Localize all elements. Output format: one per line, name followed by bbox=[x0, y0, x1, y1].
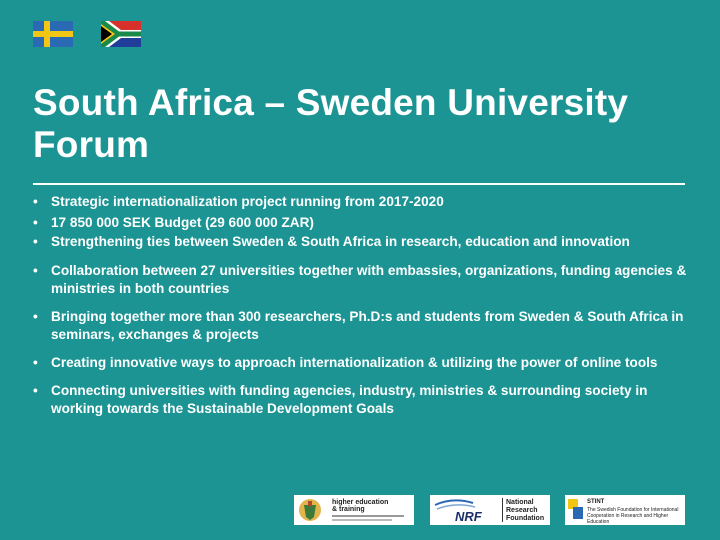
stint-logo-line2: Cooperation in Research and Higher Education bbox=[587, 513, 669, 525]
title-divider bbox=[33, 183, 685, 185]
bullet-item: • Bringing together more than 300 researchers, Ph.D:s and students from Sweden & South Africa in seminars, exchanges & projects bbox=[33, 308, 693, 344]
stint-logo bbox=[565, 495, 685, 525]
dhet-logo bbox=[294, 495, 414, 525]
nrf-logo-line1: National bbox=[506, 499, 534, 506]
nrf-logo-line3: Foundation bbox=[506, 515, 545, 522]
stint-logo-mark: STINT bbox=[587, 499, 605, 505]
bullet-item: • Connecting universities with funding agencies, industry, ministries & surrounding society in working towards the Sustainable Development Goals bbox=[33, 382, 693, 418]
south-africa-flag-icon bbox=[101, 21, 141, 47]
stint-mark-icon bbox=[568, 499, 584, 521]
bullet-item: • Strengthening ties between Sweden & South Africa in research, education and innovation bbox=[33, 235, 693, 248]
bullet-item: • Strategic internationalization project running from 2017-2020 bbox=[33, 193, 693, 211]
page-title: South Africa – Sweden University Forum bbox=[33, 82, 629, 165]
dhet-logo-line1: higher education bbox=[332, 499, 389, 506]
bullet-item: • Creating innovative ways to approach internationalization & utilizing the power of online tools bbox=[33, 354, 693, 372]
bullet-item: • Collaboration between 27 universities together with embassies, organizations, funding agencies & ministries in both countries bbox=[33, 262, 693, 298]
nrf-mark-text: NRF bbox=[455, 509, 482, 523]
nrf-mark-icon bbox=[433, 497, 503, 523]
nrf-logo-line2: Research bbox=[506, 507, 538, 514]
stint-logo-line1: The Swedish Foundation for International bbox=[587, 507, 679, 513]
dhet-logo-detail bbox=[332, 515, 404, 517]
coat-of-arms-icon bbox=[297, 497, 323, 523]
sweden-flag-icon bbox=[33, 21, 73, 47]
dhet-logo-line2: & training bbox=[332, 506, 365, 513]
dhet-logo-detail bbox=[332, 519, 392, 521]
nrf-logo bbox=[430, 495, 550, 525]
bullet-list bbox=[33, 193, 693, 418]
bullet-item: • 17 850 000 SEK Budget (29 600 000 ZAR) bbox=[33, 214, 693, 232]
nrf-logo-divider bbox=[502, 498, 503, 522]
